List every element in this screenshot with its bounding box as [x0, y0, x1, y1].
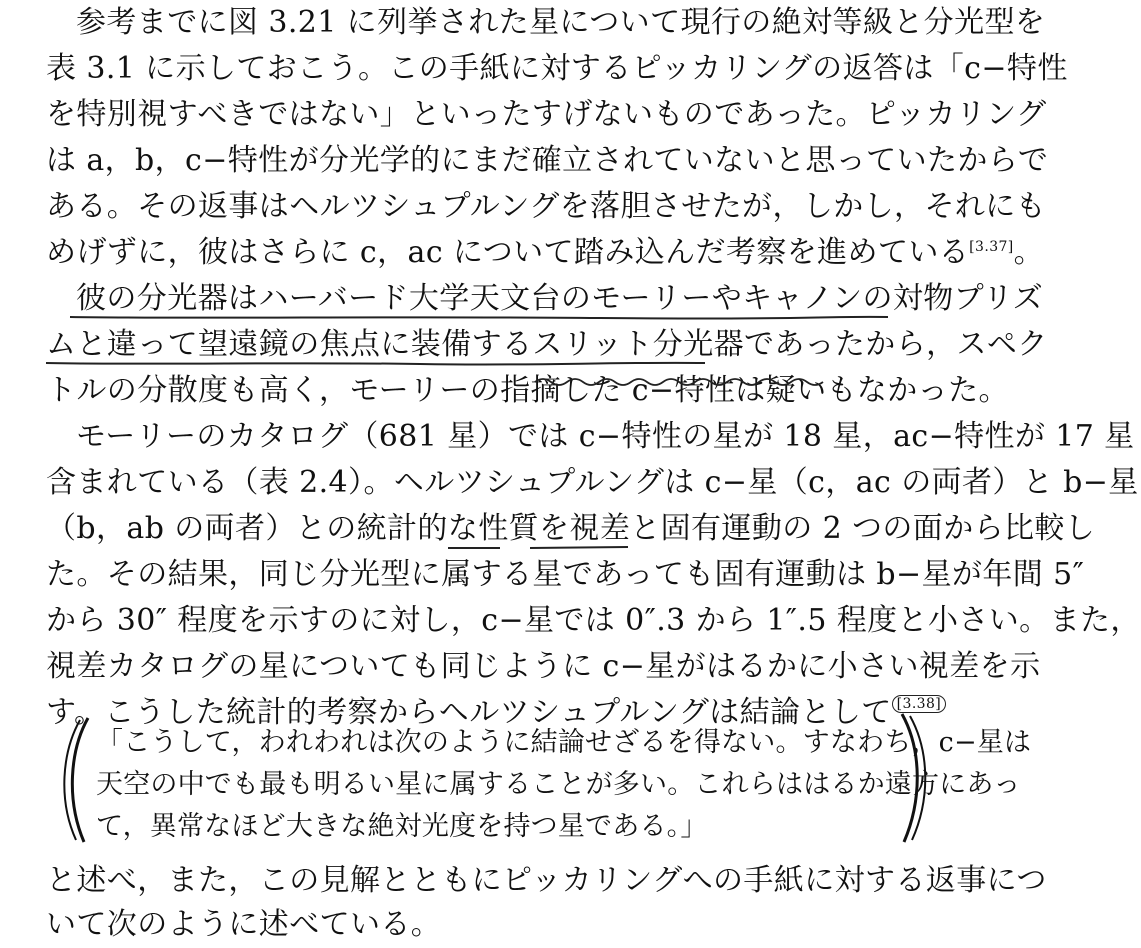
text-line: は a，b，c−特性が分光学的にまだ確立されていないと思っていたからで [46, 143, 1049, 178]
text-line: トルの分散度も高く，モーリーの指摘した c−特性は疑いもなかった。 [46, 373, 1009, 408]
text-line [46, 230, 1045, 276]
text-line: 参考までに図 3.21 に列挙された星について現行の絶対等級と分光型を [76, 5, 1046, 40]
text-line: 表 3.1 に示しておこう。この手紙に対するピッカリングの返答は「c−特性 [46, 51, 1068, 86]
text-line: （b，ab の両者）との統計的な性質を視差と固有運動の 2 つの面から比較し [46, 511, 1096, 546]
text-span: めげずに，彼はさらに c，ac について踏み込んだ考察を進めている [46, 235, 970, 270]
text-span: す。こうした統計的考察からヘルツシュプルングは結論として [46, 695, 892, 730]
text-line: と述べ，また，この見解とともにピッカリングへの手紙に対する返事につ [46, 863, 1047, 898]
text-line: ある。その返事はヘルツシュプルングを落胆させたが，しかし，それにも [46, 189, 1047, 224]
text-line: 視差カタログの星についても同じように c−星がはるかに小さい視差を示 [46, 649, 1041, 684]
pen-left-bracket [72, 718, 88, 842]
pen-left-bracket [64, 720, 80, 840]
text-line: から 30″ 程度を示すのに対し，c−星では 0″.3 から 1″.5 程度と小さい。また， [46, 603, 1141, 638]
underlined-text-line: ムと違って望遠鏡の焦点に装備するスリット分光器であったから，スペク [46, 327, 1048, 362]
text-span: 。 [1013, 235, 1045, 270]
text-line: を特別視すべきではない」といったすげないものであった。ピッカリング [46, 97, 1047, 132]
citation-reference-circled: [3.38] [892, 695, 947, 713]
quote-line: 天空の中でも最も明るい星に属することが多い。これらははるか遠方にあっ [96, 769, 1021, 800]
text-line: モーリーのカタログ（681 星）では c−特性の星が 18 星，ac−特性が 17 星 [76, 419, 1135, 454]
underlined-text-line: 彼の分光器はハーバード大学天文台のモーリーやキャノンの対物プリズ [76, 281, 1044, 316]
text-line: いて次のように述べている。 [46, 907, 442, 942]
citation-reference: [3.37] [969, 239, 1014, 255]
text-line: 含まれている（表 2.4）。ヘルツシュプルングは c−星（c，ac の両者）と b−星 [46, 465, 1139, 500]
text-line: た。その結果，同じ分光型に属する星であっても固有運動は b−星が年間 5″ [46, 557, 1085, 592]
quote-line: 「こうして，われわれは次のように結論せざるを得ない。すなわち，c−星は [96, 727, 1032, 758]
quote-line: て，異常なほど大きな絶対光度を持つ星である。」 [96, 811, 708, 842]
